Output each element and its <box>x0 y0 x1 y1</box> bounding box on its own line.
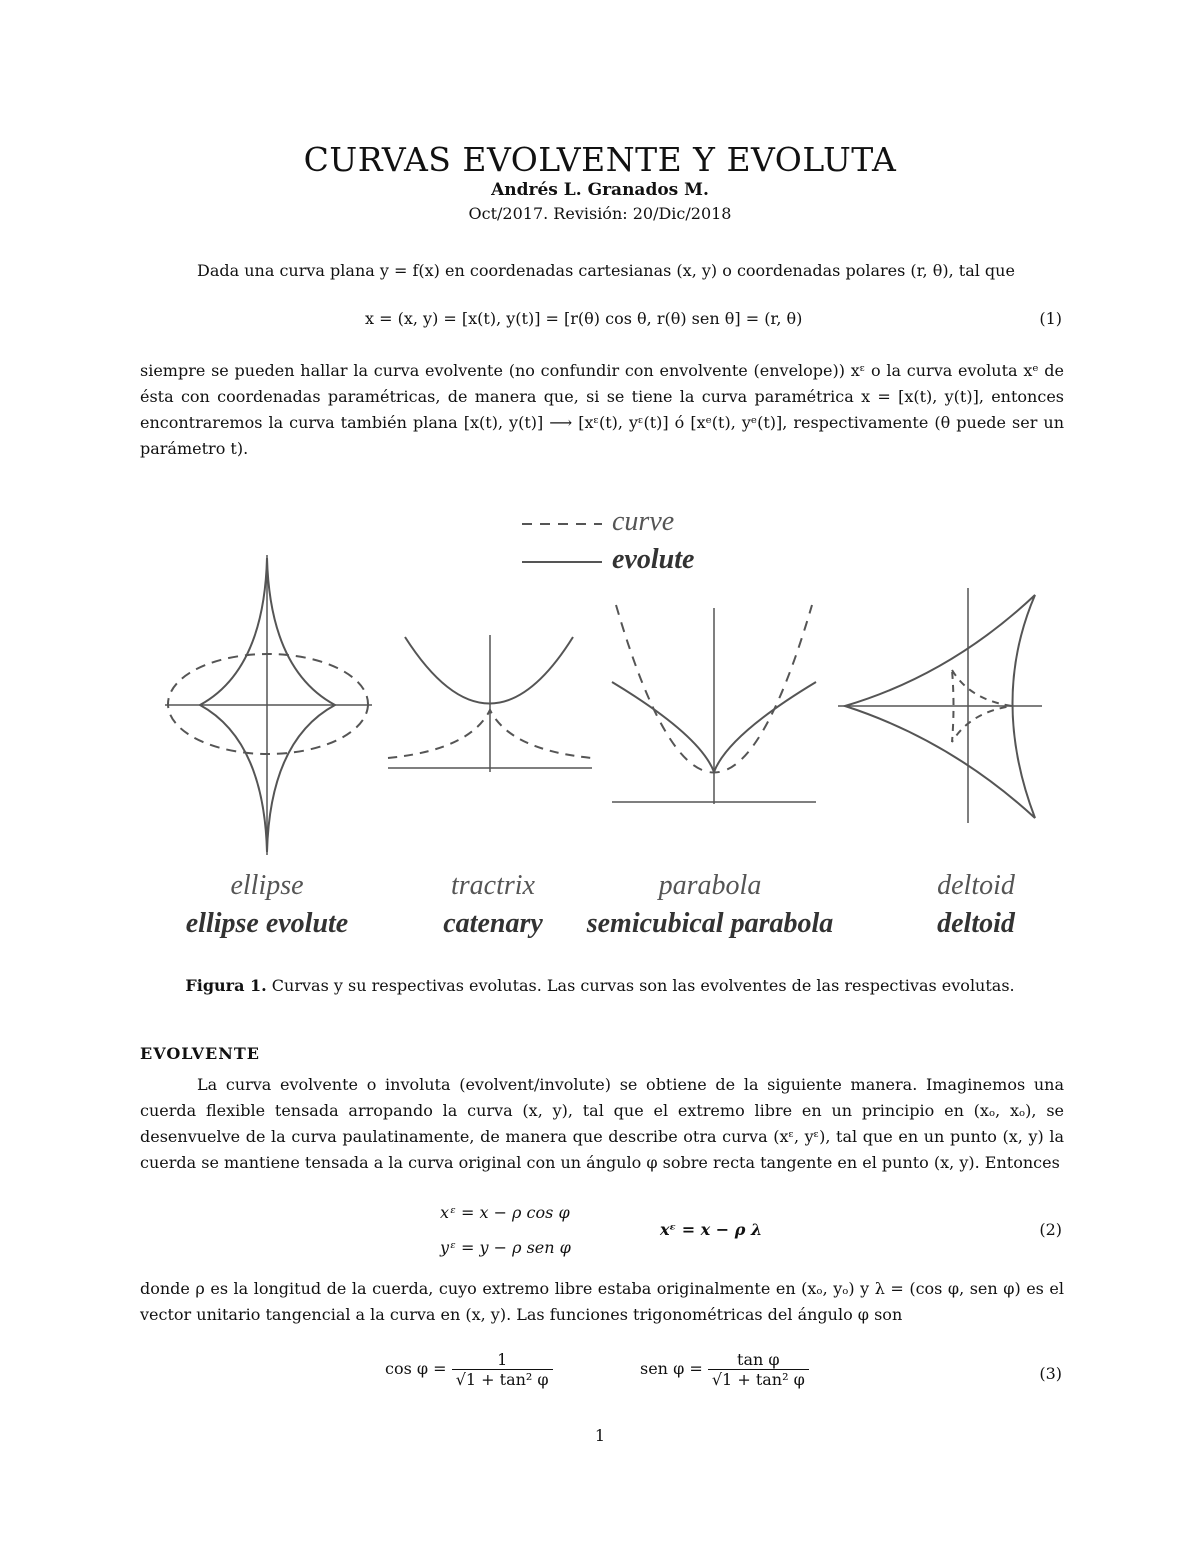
equation-3-sen-fraction <box>708 1350 809 1389</box>
figure-caption <box>0 976 1200 995</box>
equation-3-sen-numerator: tan φ <box>708 1350 809 1370</box>
equation-1-number: (1) <box>1039 309 1062 328</box>
panel-evolute-label: catenary <box>443 908 543 939</box>
section-heading: EVOLVENTE <box>140 1044 260 1063</box>
equation-3-sen-lhs: sen φ = <box>640 1359 703 1378</box>
equation-2-number: (2) <box>1039 1220 1062 1239</box>
panel-evolute-label: deltoid <box>937 908 1015 939</box>
intro-line: Dada una curva plana y = f(x) en coordenadas cartesianas (x, y) o coordenadas polares (r, θ), tal que <box>197 261 1015 280</box>
equation-3-cos-denominator: √1 + tan² φ <box>455 1370 549 1389</box>
equation-3-cos <box>385 1350 553 1389</box>
equation-3-sen-denominator: √1 + tan² φ <box>711 1370 805 1389</box>
equation-3-cos-numerator: 1 <box>452 1350 553 1370</box>
panel-evolute-label: ellipse evolute <box>185 908 349 939</box>
panel-curve-label: deltoid <box>937 870 1015 901</box>
legend-evolute-label: evolute <box>612 544 695 575</box>
legend-curve-label: curve <box>612 506 675 537</box>
ellipse-curve <box>168 654 368 754</box>
equation-2-vector: xᵋ = x − ρ λ <box>660 1220 763 1239</box>
equation-3-sen <box>640 1350 809 1389</box>
panel-curve-label: ellipse <box>230 870 304 901</box>
section-paragraph-2: donde ρ es la longitud de la cuerda, cuyo extremo libre estaba originalmente en (xₒ, yₒ) y λ = (cos φ, sen φ) es el vector unitario tangencial a la curva en (x, y). Las funciones trigonométricas del ángulo φ son <box>140 1279 1064 1324</box>
author: Andrés L. Granados M. <box>491 180 709 200</box>
panel-curve-label: parabola <box>658 870 762 901</box>
page-title: CURVAS EVOLVENTE Y EVOLUTA <box>303 140 897 179</box>
ellipse-panel <box>165 555 372 855</box>
parabola-panel <box>612 605 816 804</box>
equation-2-line-1: xᵋ = x − ρ cos φ <box>440 1203 570 1222</box>
equation-2-line-2: yᵋ = y − ρ sen φ <box>440 1238 571 1257</box>
revision-dates: Oct/2017. Revisión: 20/Dic/2018 <box>468 204 732 223</box>
page-number: 1 <box>594 1426 606 1445</box>
intro-paragraph: siempre se pueden hallar la curva evolvente (no confundir con envolvente (envelope)) xᵋ o la curva evoluta xᵉ de ésta con coordenadas paramétricas, de manera que, si se tiene la curva paramétrica x = [x(t), y(t)], entonces encontraremos la curva también plana [x(t), y(t)] ⟶ [xᵋ(t), yᵋ(t)] ó [xᵉ(t), yᵉ(t)], respectivamente (θ puede ser un parámetro t). <box>140 361 1064 458</box>
equation-3-cos-fraction <box>452 1350 553 1389</box>
figure-caption-text: Curvas y su respectivas evolutas. Las curvas son las evolventes de las respectivas evolutas. <box>266 976 1015 995</box>
equation-3-number: (3) <box>1039 1364 1062 1383</box>
equation-1: x = (x, y) = [x(t), y(t)] = [r(θ) cos θ, r(θ) sen θ] = (r, θ) <box>365 309 803 328</box>
panel-evolute-label: semicubical parabola <box>586 908 834 939</box>
deltoid-panel <box>838 588 1042 823</box>
equation-3-cos-lhs: cos φ = <box>385 1359 447 1378</box>
panel-curve-label: tractrix <box>451 870 535 901</box>
tractrix-panel <box>388 635 592 772</box>
catenary-curve <box>405 637 573 704</box>
evolute-figure <box>150 500 1060 950</box>
section-paragraph: La curva evolvente o involuta (evolvent/involute) se obtiene de la siguiente manera. Imaginemos una cuerda flexible tensada arropando la curva (x, y), tal que el extremo libre en un principio en (xₒ, xₒ), se desenvuelve de la curva paulatinamente, de manera que describe otra curva (xᵋ, yᵋ), tal que en un punto (x, y) la cuerda se mantiene tensada a la curva original con un ángulo φ sobre recta tangente en el punto (x, y). Entonces <box>140 1075 1064 1172</box>
figure-caption-label: Figura 1. <box>185 976 267 995</box>
